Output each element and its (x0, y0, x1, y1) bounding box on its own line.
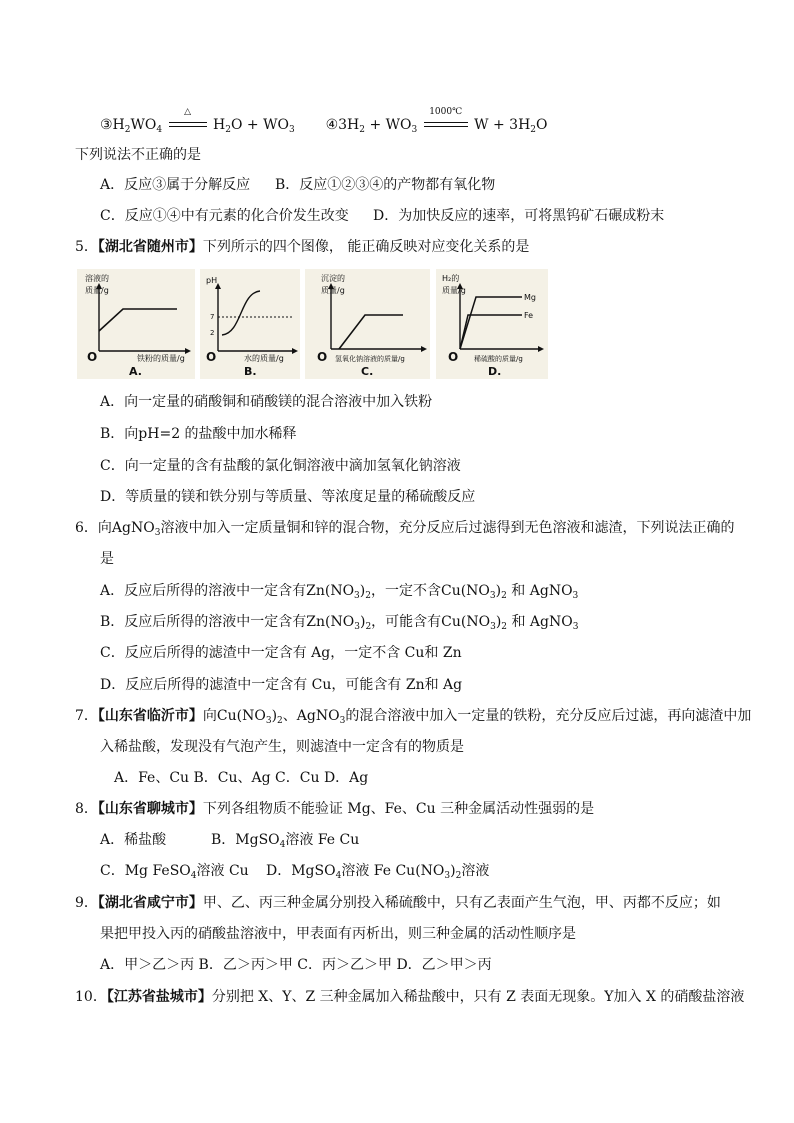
q4-option-d: D．为加快反应的速率，可将黑钨矿石碾成粉末 (373, 208, 665, 224)
svg-text:C.: C. (361, 365, 374, 378)
svg-text:铁粉的质量/g: 铁粉的质量/g (137, 354, 185, 363)
svg-text:质量/g: 质量/g (442, 286, 466, 295)
q5-source: 【湖北省随州市】 (97, 239, 203, 255)
svg-text:质量/g: 质量/g (321, 286, 345, 295)
q7-options: A．Fe、Cu B．Cu、Ag C．Cu D．Ag (114, 770, 369, 786)
graph-b (200, 269, 300, 379)
q10-source: 【江苏省盐城市】 (106, 989, 212, 1005)
temperature-condition-sign: 1000℃ (424, 117, 468, 131)
svg-text:D.: D. (488, 365, 502, 378)
svg-text:O: O (206, 350, 217, 364)
eq3-rhs: $H_2O + WO_3$ (213, 117, 295, 135)
svg-text:H₂的: H₂的 (442, 274, 460, 283)
svg-text:pH: pH (206, 276, 218, 285)
q5-option-b: B．向pH=2 的盐酸中加水稀释 (100, 426, 297, 442)
q4-option-c: C．反应①④中有元素的化合价发生改变 (100, 208, 349, 224)
svg-text:水的质量/g: 水的质量/g (244, 354, 284, 363)
q9-options: A．甲＞乙＞丙 B．乙＞丙＞甲 C．丙＞乙＞甲 D．乙＞甲＞丙 (100, 957, 492, 973)
q4-option-b: B．反应①②③④的产物都有氧化物 (275, 177, 496, 193)
graph-c (305, 269, 430, 379)
svg-text:沉淀的: 沉淀的 (321, 274, 345, 283)
q8-stem: 8．【山东省聊城市】下列各组物质不能验证 Mg、Fe、Cu 三种金属活动性强弱的是 (75, 801, 595, 817)
q10-stem-line1: 10．【江苏省盐城市】分别把 X、Y、Z 三种金属加入稀盐酸中，只有 Z 表面无现象。Y加入 X 的硝酸盐溶液 (75, 989, 745, 1005)
svg-text:质量/g: 质量/g (85, 286, 109, 295)
q9-stem-line2: 果把甲投入丙的硝酸盐溶液中，甲表面有丙析出，则三种金属的活动性顺序是 (100, 926, 576, 942)
q6-option-d: D．反应后所得的滤渣中一定含有 Cu，可能含有 Zn和 Ag (100, 677, 463, 693)
q8-option-a: A．稀盐酸 (100, 832, 167, 848)
svg-text:氢氧化钠溶液的质量/g: 氢氧化钠溶液的质量/g (335, 355, 405, 363)
svg-text:2: 2 (210, 329, 215, 337)
q4-option-a: A．反应③属于分解反应 (100, 177, 251, 193)
q9-source: 【湖北省咸宁市】 (97, 895, 203, 911)
q5-option-d: D．等质量的镁和铁分别与等质量、等浓度足量的稀硫酸反应 (100, 489, 476, 505)
q8-option-b: B．MgSO$_4$溶液 Fe Cu (211, 832, 360, 850)
q9-stem-line1: 9．【湖北省咸宁市】甲、乙、丙三种金属分别投入稀硫酸中，只有乙表面产生气泡，甲、丙都不反应；如 (75, 895, 721, 911)
svg-text:B.: B. (244, 365, 257, 378)
eq3-lhs: $③H_2WO_4$ (100, 117, 163, 135)
q6-option-a: A．反应后所得的溶液中一定含有$Zn(NO_3)_2$，一定不含$Cu(NO_3)_2$ 和 AgNO$_3$ (100, 583, 579, 601)
svg-text:O: O (448, 350, 459, 364)
q7-stem-line1: 7．【山东省临沂市】向$Cu(NO_3)_2$、AgNO$_3$的混合溶液中加入一定量的铁粉，充分反应后过滤，再向滤渣中加 (75, 708, 752, 726)
graph-a (77, 269, 195, 379)
graph-d (436, 269, 548, 379)
q8-option-d: D．MgSO$_4$溶液 Fe $Cu(NO_3)_2$溶液 (266, 863, 490, 881)
q8-option-c: C．Mg FeSO$_4$溶液 Cu (100, 863, 249, 881)
q5-option-c: C．向一定量的含有盐酸的氯化铜溶液中滴加氢氧化钠溶液 (100, 458, 461, 474)
svg-text:O: O (87, 350, 98, 364)
equation-line (100, 107, 548, 135)
svg-text:Fe: Fe (524, 311, 534, 320)
svg-text:7: 7 (210, 313, 215, 321)
q7-source: 【山东省临沂市】 (97, 708, 203, 724)
q5-stem: 5．【湖北省随州市】下列所示的四个图像， 能正确反映对应变化关系的是 (75, 239, 530, 255)
q6-stem-line2: 是 (100, 551, 114, 567)
eq4-lhs: $④3H_2 + WO_3$ (325, 117, 418, 135)
q5-option-a: A．向一定量的硝酸铜和硝酸镁的混合溶液中加入铁粉 (100, 394, 433, 410)
q6-option-c: C．反应后所得的滤渣中一定含有 Ag，一定不含 Cu和 Zn (100, 645, 462, 661)
svg-text:A.: A. (129, 365, 142, 378)
q8-source: 【山东省聊城市】 (97, 801, 203, 817)
q6-option-b: B．反应后所得的溶液中一定含有$Zn(NO_3)_2$，可能含有$Cu(NO_3)_2$ 和 AgNO$_3$ (100, 614, 579, 632)
eq4-rhs: $W + 3H_2O$ (474, 117, 548, 135)
svg-text:稀硫酸的质量/g: 稀硫酸的质量/g (474, 355, 523, 363)
svg-text:Mg: Mg (524, 293, 536, 302)
q4-stem: 下列说法不正确的是 (75, 147, 201, 163)
q7-stem-line2: 入稀盐酸，发现没有气泡产生，则滤渣中一定含有的物质是 (100, 739, 464, 755)
svg-text:溶液的: 溶液的 (85, 274, 109, 283)
svg-text:O: O (317, 350, 328, 364)
heat-condition-sign: △ (169, 117, 207, 131)
q6-stem-line1: 6．向AgNO$_3$溶液中加入一定质量铜和锌的混合物，充分反应后过滤得到无色溶液和滤渣，下列说法正确的 (75, 520, 735, 538)
